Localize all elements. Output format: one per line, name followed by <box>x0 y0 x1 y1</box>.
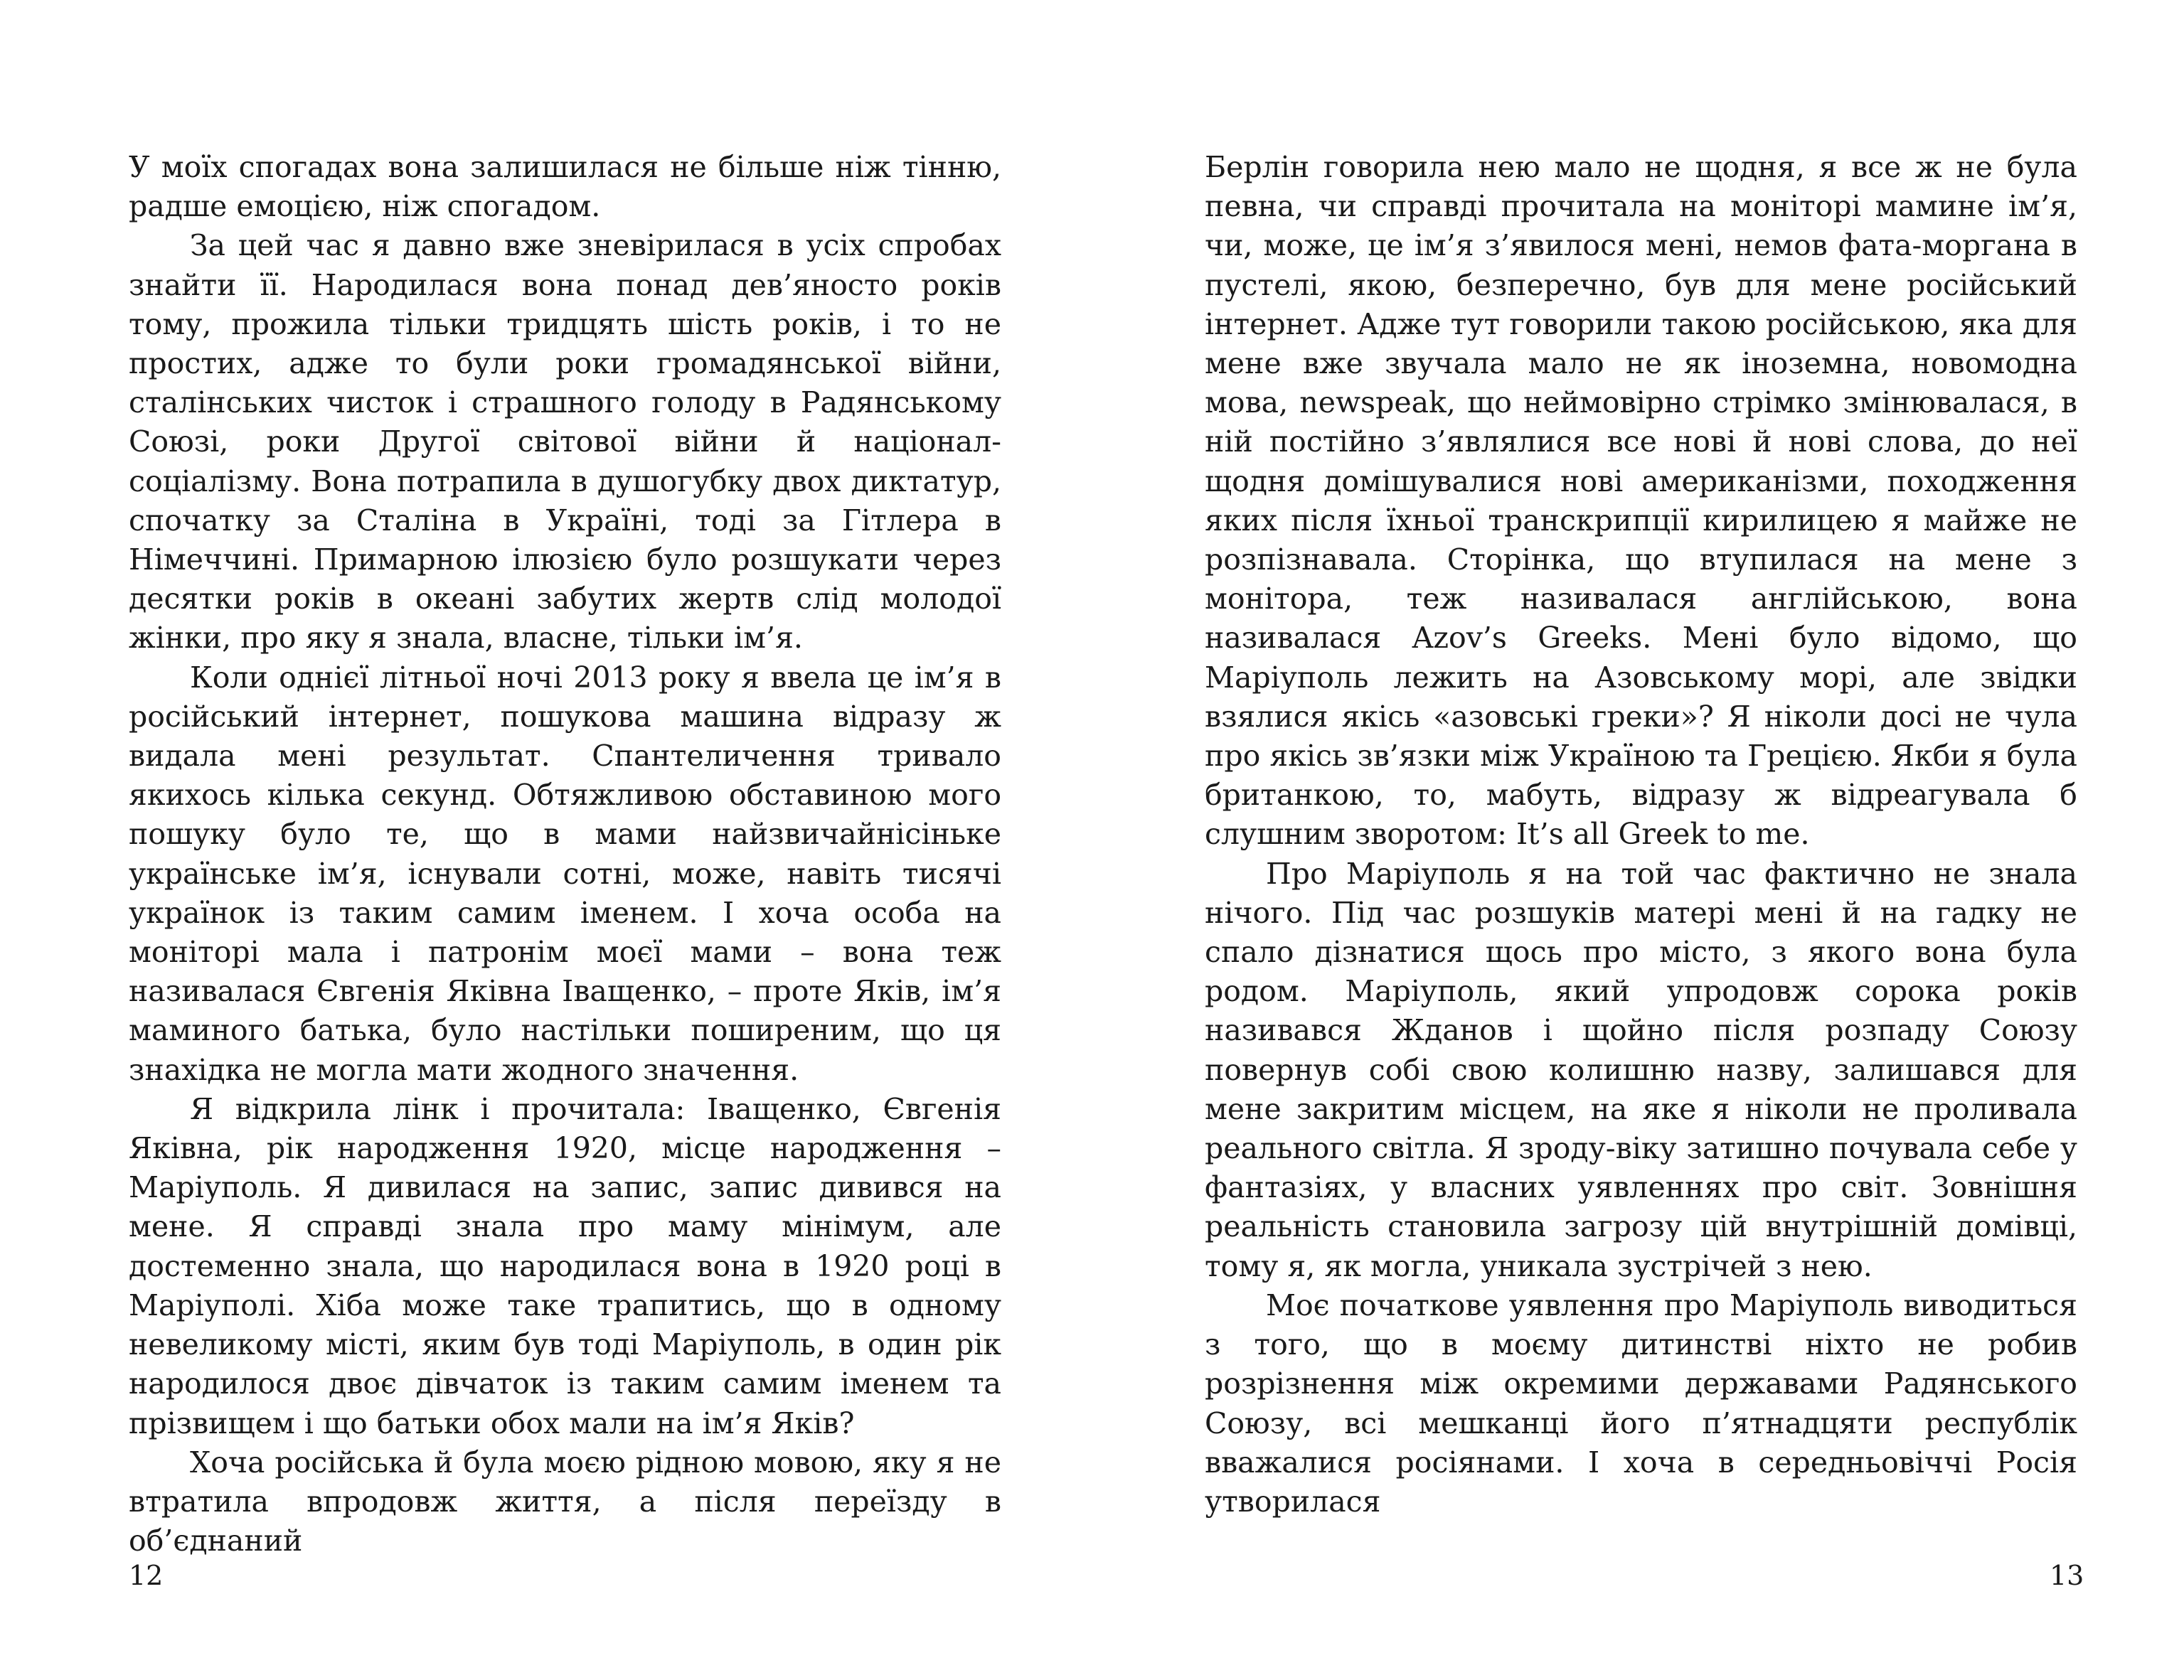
paragraph: Хоча російська й була моєю рідною мовою, яку я не втратила впродовж життя, а після переїзду в об’єднаний <box>129 1445 1001 1558</box>
paragraph: Моє початкове уявлення про Маріуполь виводиться з того, що в моєму дитинстві ніхто не робив розрізнення між окремими державами Радянського Союзу, всі мешканці його п’ятнадцяти республік вважалися росіянами. І хоча в середньовіччі Росія утворилася <box>1205 1288 2077 1519</box>
left-page-text <box>129 148 1001 1561</box>
paragraph: За цей час я давно вже зневірилася в усіх спробах знайти її. Народилася вона понад дев’яносто років тому, прожила тільки тридцять шість років, і то не простих, адже то були роки громадянської війни, сталінських чисток і страшного голоду в Радянському Союзі, роки Другої світової війни й націонал-соціалізму. Вона потрапила в душогубку двох диктатур, спочатку за Сталіна в Україні, тоді за Гітлера в Німеччині. Примарною ілюзією було розшукати через десятки років в океані забутих жертв слід молодої жінки, про яку я знала, власне, тільки ім’я. <box>129 228 1001 656</box>
page-number: 12 <box>129 1560 164 1591</box>
right-page <box>1092 0 2184 1680</box>
paragraph: У моїх спогадах вона залишилася не більше ніж тінню, радше емоцією, ніж спогадом. <box>129 150 1001 224</box>
right-page-text <box>1205 148 2077 1521</box>
paragraph: Коли однієї літньої ночі 2013 року я ввела це ім’я в російський інтернет, пошукова машина відразу ж видала мені результат. Спантеличення тривало якихось кілька секунд. Обтяжливою обставиною мого пошуку було те, що в мами найзвичайнісіньке українське ім’я, існували сотні, може, навіть тисячі українок із таким самим іменем. І хоча особа на моніторі мала і патронім моєї мами – вона теж називалася Євгенія Яківна Іващенко, – проте Яків, ім’я маминого батька, було настільки поширеним, що ця знахідка не могла мати жодного значення. <box>129 660 1001 1087</box>
paragraph: Про Маріуполь я на той час фактично не знала нічого. Під час розшуків матері мені й на гадку не спало дізнатися щось про місто, з якого вона була родом. Маріуполь, який упродовж сорока років називався Жданов і щойно після розпаду Союзу повернув собі свою колишню назву, залишався для мене закритим місцем, на яке я ніколи не проливала реального світла. Я зроду-віку затишно почувала себе у фантазіях, у власних уявленнях про світ. Зовнішня реальність становила загрозу цій внутрішній домівці, тому я, як могла, уникала зустрічей з нею. <box>1205 856 2077 1283</box>
paragraph: Берлін говорила нею мало не щодня, я все ж не була певна, чи справді прочитала на моніторі мамине ім’я, чи, може, це ім’я з’явилося мені, немов фата-моргана в пустелі, якою, безперечно, був для мене російський інтернет. Адже тут говорили такою російською, яка для мене вже звучала мало не як іноземна, новомодна мова, newspeak, що неймовірно стрімко змінювалася, в ній постійно з’являлися все нові й нові слова, до неї щодня домішувалися нові американізми, походження яких після їхньої транскрипції кирилицею я майже не розпізнавала. Сторінка, що втупилася на мене з монітора, теж називалася англійською, вона називалася Azov’s Greeks. Мені було відомо, що Маріуполь лежить на Азовському морі, але звідки взялися якісь «азовські греки»? Я ніколи досі не чула про якісь зв’язки між Україною та Грецією. Якби я була британкою, то, мабуть, відразу ж відреагувала б слушним зворотом: It’s all Greek to me. <box>1205 150 2077 852</box>
paragraph: Я відкрила лінк і прочитала: Іващенко, Євгенія Яківна, рік народження 1920, місце народження – Маріуполь. Я дивилася на запис, запис дивився на мене. Я справді знала про маму мінімум, але достеменно знала, що народилася вона в 1920 році в Маріуполі. Хіба може таке трапитись, що в одному невеликому місті, яким був тоді Маріуполь, в один рік народилося двоє дівчаток із таким самим іменем та прізвищем і що батьки обох мали на ім’я Яків? <box>129 1091 1001 1440</box>
page-number: 13 <box>2050 1560 2084 1591</box>
